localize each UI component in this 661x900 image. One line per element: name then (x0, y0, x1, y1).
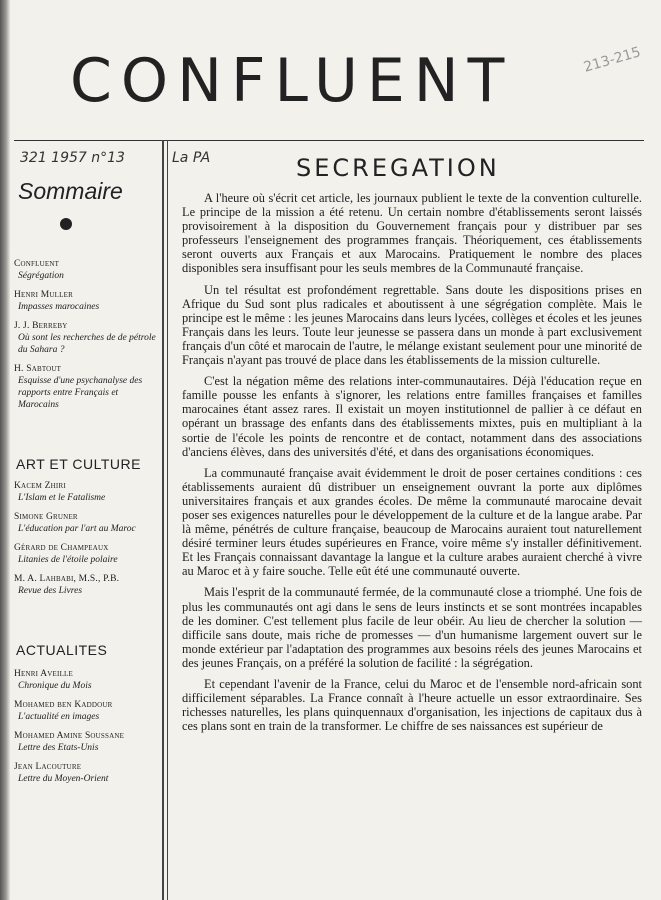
entry-author: Gérard de Champeaux (14, 543, 109, 553)
sommaire-entry (14, 320, 159, 356)
sommaire-entry (14, 699, 159, 723)
sommaire-list (14, 258, 159, 418)
sommaire-entry (14, 668, 159, 692)
sommaire-entry (14, 258, 159, 282)
section-heading-actualites: ACTUALITES (16, 642, 108, 658)
masthead-title: CONFLUENT (70, 46, 514, 116)
entry-title: Impasses marocaines (18, 302, 100, 312)
entry-author: M. A. Lahbabi, M.S., P.B. (14, 574, 120, 584)
entry-title: L'actualité en images (18, 712, 100, 722)
entry-author: J. J. Berreby (14, 321, 68, 331)
art-culture-list (14, 480, 159, 604)
column-divider (162, 140, 164, 900)
sommaire-entry (14, 761, 159, 785)
article-paragraph: La communauté française avait évidemment le droit de poser certaines conditions : ces établissements auraient dû distribuer un enseignement ouvrant la porte aux diplômes universitaires français et aux grandes écoles. De même la communauté marocaine devait poser ses exigences naturelles pour le développement de la culture et de la langue arabe. Par là même, pénétrés de culture française, beaucoup de Marocains auraient tout naturellement désiré terminer leurs études supérieures en France, voire même s'y installer définitivement. Et les Français connaissant davantage la langue et la culture arabes auraient cherché à vivre au Maroc et à y faire souche. Telle eût été une communauté ouverte. (182, 465, 642, 579)
sommaire-entry (14, 363, 159, 411)
entry-author: Confluent (14, 259, 60, 269)
sommaire-heading: Sommaire (18, 178, 123, 204)
entry-title: Lettre du Moyen-Orient (18, 774, 109, 784)
entry-author: Mohamed ben Kaddour (14, 700, 113, 710)
article-paragraph: Mais l'esprit de la communauté fermée, de la communauté close a triomphé. Une fois de plus les communautés ont agi dans le sens de leurs instincts et se sont montrées incapables de les dominer. C'est tellement plus facile de leur obéir. Au lieu de chercher la solution — difficile sans doute, mais riche de promesses — d'un humanisme largement ouvert sur le monde extérieur par l'adaptation des programmes aux besoins réels des jeunes Marocains et des jeunes Français, on a préféré la solution de facilité : la ségrégation. (182, 585, 642, 670)
entry-author: Mohamed Amine Soussane (14, 731, 125, 741)
entry-author: H. Sabtout (14, 364, 62, 374)
entry-author: Henri Muller (14, 290, 73, 300)
header-rule (14, 140, 644, 141)
handwritten-reference: 321 1957 n°13 (20, 150, 125, 166)
entry-title: Revue des Livres (18, 586, 83, 596)
sommaire-entry (14, 480, 159, 504)
entry-title: L'Islam et le Fatalisme (18, 493, 106, 503)
sommaire-entry (14, 573, 159, 597)
entry-title: Esquisse d'une psychanalyse des rapports entre Français et Marocains (18, 376, 143, 410)
sommaire-entry (14, 542, 159, 566)
entry-author: Simone Gruner (14, 512, 78, 522)
column-divider-thin (167, 140, 168, 900)
article-paragraph: A l'heure où s'écrit cet article, les journaux publient le texte de la convention culturelle. Le principe de la mission a été retenu. Un certain nombre d'établissements seront laissés provisoirement à la disposition du Gouvernement français pour y distribuer par ses professeurs l'enseignement des programmes français. Théoriquement, ces établissements seront ouverts aux Français et aux Marocains. Pratiquement le nombre des places disponibles sera insuffisant pour les seuls membres de la Communauté française. (182, 191, 642, 276)
sommaire-entry (14, 511, 159, 535)
entry-title: Où sont les recherches de de pétrole du Sahara ? (18, 333, 156, 355)
entry-title: Lettre des Etats-Unis (18, 743, 99, 753)
actualites-list (14, 668, 159, 792)
article-paragraph: Et cependant l'avenir de la France, celui du Maroc et de l'ensemble nord-africain sont difficilement séparables. La France connaît à l'heure actuelle un essor extraordinaire. Ses richesses naturelles, les plans quinquennaux d'organisation, les injections de capitaux dus à ces plans sont en train de la transformer. Le chiffre de ses naissances est supérieur de (182, 677, 642, 734)
page-binding-shadow (0, 0, 10, 900)
entry-title: Litanies de l'étoile polaire (18, 555, 118, 565)
entry-author: Jean Lacouture (14, 762, 82, 772)
pencil-page-note: 213-215 (581, 44, 643, 76)
entry-title: Chronique du Mois (18, 681, 92, 691)
article-title: SECREGATION (296, 154, 500, 182)
article-body (182, 191, 642, 740)
handwritten-initials: La PA (172, 150, 211, 166)
article-paragraph: Un tel résultat est profondément regrettable. Sans doute les dispositions prises en Afrique du Sud sont plus radicales et aboutissent à une ségrégation complète. Mais le principe est le même : les jeunes Marocains dans leurs lycées, collèges et écoles et les jeunes Français dans les leurs. Toute leur jeunesse se passera dans un monde à part exclusivement français d'un côté et marocain de l'autre, le mélange existant seulement pour une minorité de Français n'ayant pas trouvé de place dans les établissements de la mission culturelle. (182, 282, 643, 368)
article-paragraph: C'est la négation même des relations inter-communautaires. Déjà l'éducation reçue en famille pousse les enfants à s'ignorer, les relations entre familles françaises et familles marocaines étant assez rares. Il existait un moyen institutionnel de pallier à ce défaut en opérant un brassage des enfants dans des établissements mixtes, puis en multipliant à la sortie de l'école les points de rencontre et de contact, notamment dans des associations d'anciens élèves, dans des universités d'été, et dans des organisations économiques. (182, 374, 642, 459)
sommaire-entry (14, 730, 159, 754)
sommaire-entry (14, 289, 159, 313)
entry-title: L'éducation par l'art au Maroc (18, 524, 136, 534)
section-heading-art-culture: ART ET CULTURE (16, 456, 141, 472)
bullet-dot (60, 218, 72, 230)
entry-title: Ségrégation (18, 271, 64, 281)
entry-author: Kacem Zhiri (14, 481, 66, 491)
entry-author: Henri Aveille (14, 669, 73, 679)
